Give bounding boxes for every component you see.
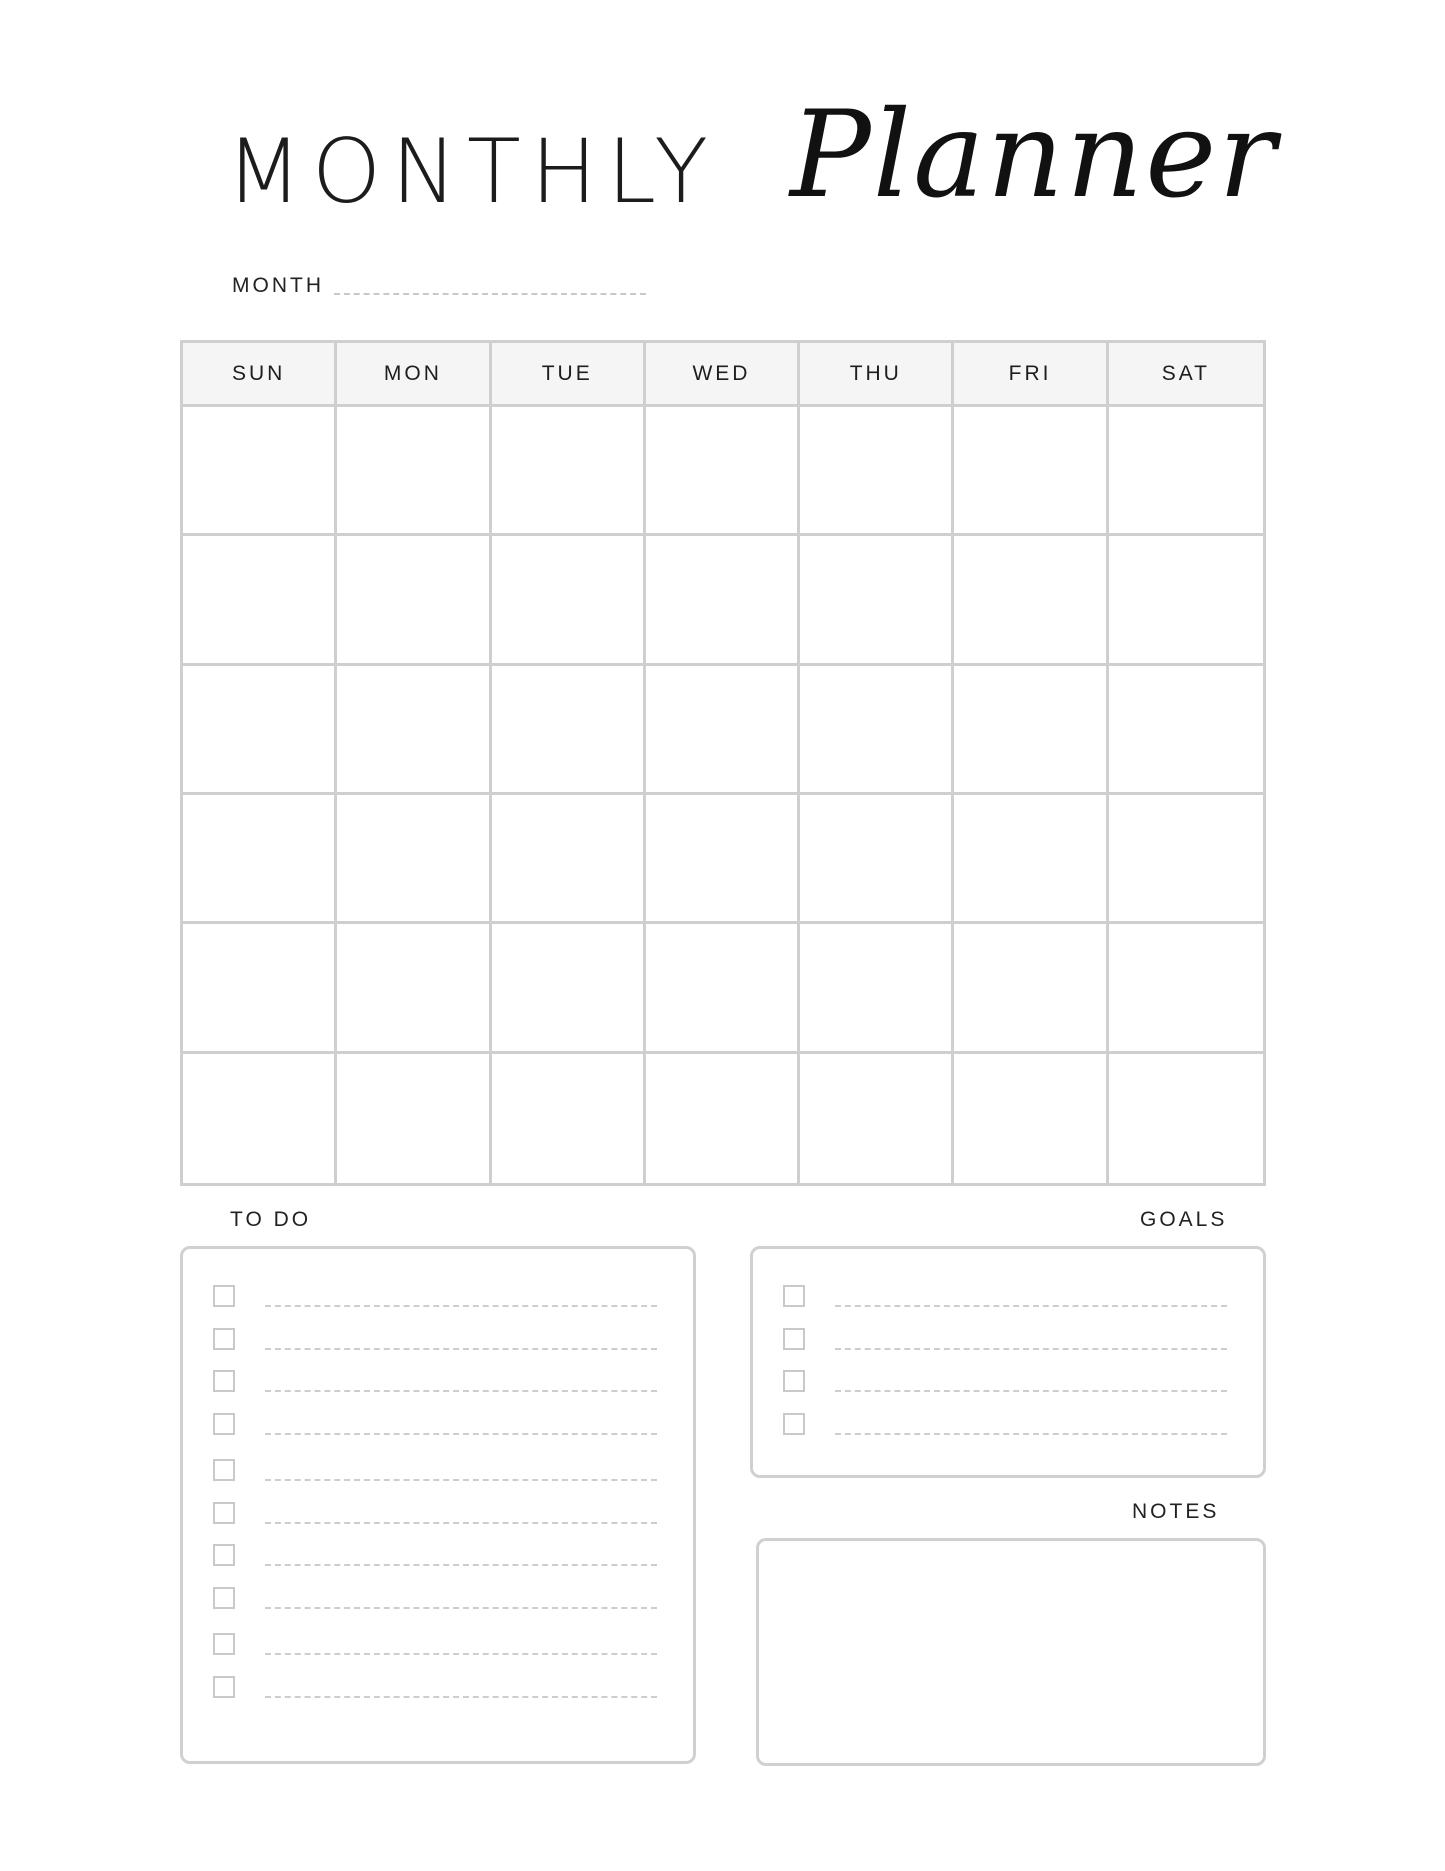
calendar-day-cell[interactable] xyxy=(646,407,800,536)
todo-item xyxy=(213,1587,663,1613)
month-label: MONTH xyxy=(232,274,324,297)
calendar-day-cell[interactable] xyxy=(1109,1054,1263,1183)
calendar-day-cell[interactable] xyxy=(337,407,491,536)
calendar-day-cell[interactable] xyxy=(492,407,646,536)
goal-checkbox[interactable] xyxy=(783,1285,805,1307)
calendar-day-cell[interactable] xyxy=(800,1054,954,1183)
todo-item xyxy=(213,1502,663,1528)
goal-entry-line[interactable] xyxy=(835,1390,1227,1392)
calendar-day-cell[interactable] xyxy=(1109,666,1263,795)
day-header-sat: SAT xyxy=(1109,343,1263,407)
calendar-day-cell[interactable] xyxy=(954,536,1108,665)
calendar-day-cell[interactable] xyxy=(646,666,800,795)
goal-entry-line[interactable] xyxy=(835,1305,1227,1307)
calendar-day-cell[interactable] xyxy=(800,536,954,665)
calendar-day-cell[interactable] xyxy=(492,536,646,665)
todo-checkbox[interactable] xyxy=(213,1285,235,1307)
calendar-day-cell[interactable] xyxy=(492,1054,646,1183)
day-header-tue: TUE xyxy=(492,343,646,407)
calendar-day-cell[interactable] xyxy=(800,666,954,795)
todo-entry-line[interactable] xyxy=(265,1390,657,1392)
todo-box xyxy=(180,1246,696,1764)
goal-checkbox[interactable] xyxy=(783,1370,805,1392)
todo-entry-line[interactable] xyxy=(265,1522,657,1524)
todo-entry-line[interactable] xyxy=(265,1607,657,1609)
todo-entry-line[interactable] xyxy=(265,1348,657,1350)
todo-checkbox[interactable] xyxy=(213,1370,235,1392)
goal-checkbox[interactable] xyxy=(783,1328,805,1350)
calendar-day-cell[interactable] xyxy=(183,536,337,665)
calendar-day-cell[interactable] xyxy=(183,407,337,536)
todo-checkbox[interactable] xyxy=(213,1633,235,1655)
calendar-day-cell[interactable] xyxy=(492,924,646,1053)
todo-item xyxy=(213,1285,663,1311)
todo-entry-line[interactable] xyxy=(265,1433,657,1435)
calendar-day-cell[interactable] xyxy=(183,1054,337,1183)
calendar-day-cell[interactable] xyxy=(954,924,1108,1053)
goal-item xyxy=(783,1328,1233,1354)
calendar-day-cell[interactable] xyxy=(337,795,491,924)
calendar-day-cell[interactable] xyxy=(492,795,646,924)
goal-entry-line[interactable] xyxy=(835,1348,1227,1350)
calendar-day-cell[interactable] xyxy=(800,407,954,536)
todo-checkbox[interactable] xyxy=(213,1544,235,1566)
day-header-fri: FRI xyxy=(954,343,1108,407)
todo-checkbox[interactable] xyxy=(213,1676,235,1698)
notes-box[interactable] xyxy=(756,1538,1266,1766)
calendar-day-cell[interactable] xyxy=(183,924,337,1053)
goal-item xyxy=(783,1285,1233,1311)
todo-checkbox[interactable] xyxy=(213,1413,235,1435)
title-monthly: MONTHLY xyxy=(226,120,719,223)
month-input-line[interactable] xyxy=(334,293,646,295)
todo-item xyxy=(213,1459,663,1485)
calendar-day-cell[interactable] xyxy=(954,1054,1108,1183)
calendar-day-cell[interactable] xyxy=(800,795,954,924)
todo-entry-line[interactable] xyxy=(265,1653,657,1655)
notes-label: NOTES xyxy=(1132,1500,1220,1523)
calendar-day-cell[interactable] xyxy=(337,924,491,1053)
day-header-thu: THU xyxy=(800,343,954,407)
calendar-day-cell[interactable] xyxy=(337,666,491,795)
todo-entry-line[interactable] xyxy=(265,1696,657,1698)
todo-item xyxy=(213,1633,663,1659)
goal-item xyxy=(783,1370,1233,1396)
todo-checkbox[interactable] xyxy=(213,1459,235,1481)
calendar-day-cell[interactable] xyxy=(492,666,646,795)
goals-box xyxy=(750,1246,1266,1478)
calendar-grid xyxy=(180,340,1266,1186)
calendar-day-cell[interactable] xyxy=(183,795,337,924)
todo-label: TO DO xyxy=(230,1208,312,1231)
todo-entry-line[interactable] xyxy=(265,1305,657,1307)
todo-item xyxy=(213,1544,663,1570)
todo-item xyxy=(213,1370,663,1396)
calendar-day-cell[interactable] xyxy=(1109,407,1263,536)
calendar-day-cell[interactable] xyxy=(183,666,337,795)
calendar-day-cell[interactable] xyxy=(646,924,800,1053)
calendar-day-cell[interactable] xyxy=(1109,536,1263,665)
todo-item xyxy=(213,1413,663,1439)
calendar-day-cell[interactable] xyxy=(800,924,954,1053)
title-planner-script: Planner xyxy=(790,86,1278,225)
day-header-sun: SUN xyxy=(183,343,337,407)
todo-checkbox[interactable] xyxy=(213,1502,235,1524)
calendar-day-cell[interactable] xyxy=(646,536,800,665)
todo-item xyxy=(213,1676,663,1702)
calendar-day-cell[interactable] xyxy=(954,407,1108,536)
goal-checkbox[interactable] xyxy=(783,1413,805,1435)
calendar-day-cell[interactable] xyxy=(954,666,1108,795)
todo-entry-line[interactable] xyxy=(265,1564,657,1566)
todo-item xyxy=(213,1328,663,1354)
calendar-day-cell[interactable] xyxy=(646,795,800,924)
goal-item xyxy=(783,1413,1233,1439)
calendar-day-cell[interactable] xyxy=(1109,795,1263,924)
goals-label: GOALS xyxy=(1140,1208,1228,1231)
calendar-day-cell[interactable] xyxy=(954,795,1108,924)
calendar-day-cell[interactable] xyxy=(337,1054,491,1183)
day-header-mon: MON xyxy=(337,343,491,407)
goal-entry-line[interactable] xyxy=(835,1433,1227,1435)
calendar-day-cell[interactable] xyxy=(646,1054,800,1183)
calendar-day-cell[interactable] xyxy=(1109,924,1263,1053)
day-header-wed: WED xyxy=(646,343,800,407)
todo-entry-line[interactable] xyxy=(265,1479,657,1481)
todo-checkbox[interactable] xyxy=(213,1587,235,1609)
todo-checkbox[interactable] xyxy=(213,1328,235,1350)
calendar-day-cell[interactable] xyxy=(337,536,491,665)
